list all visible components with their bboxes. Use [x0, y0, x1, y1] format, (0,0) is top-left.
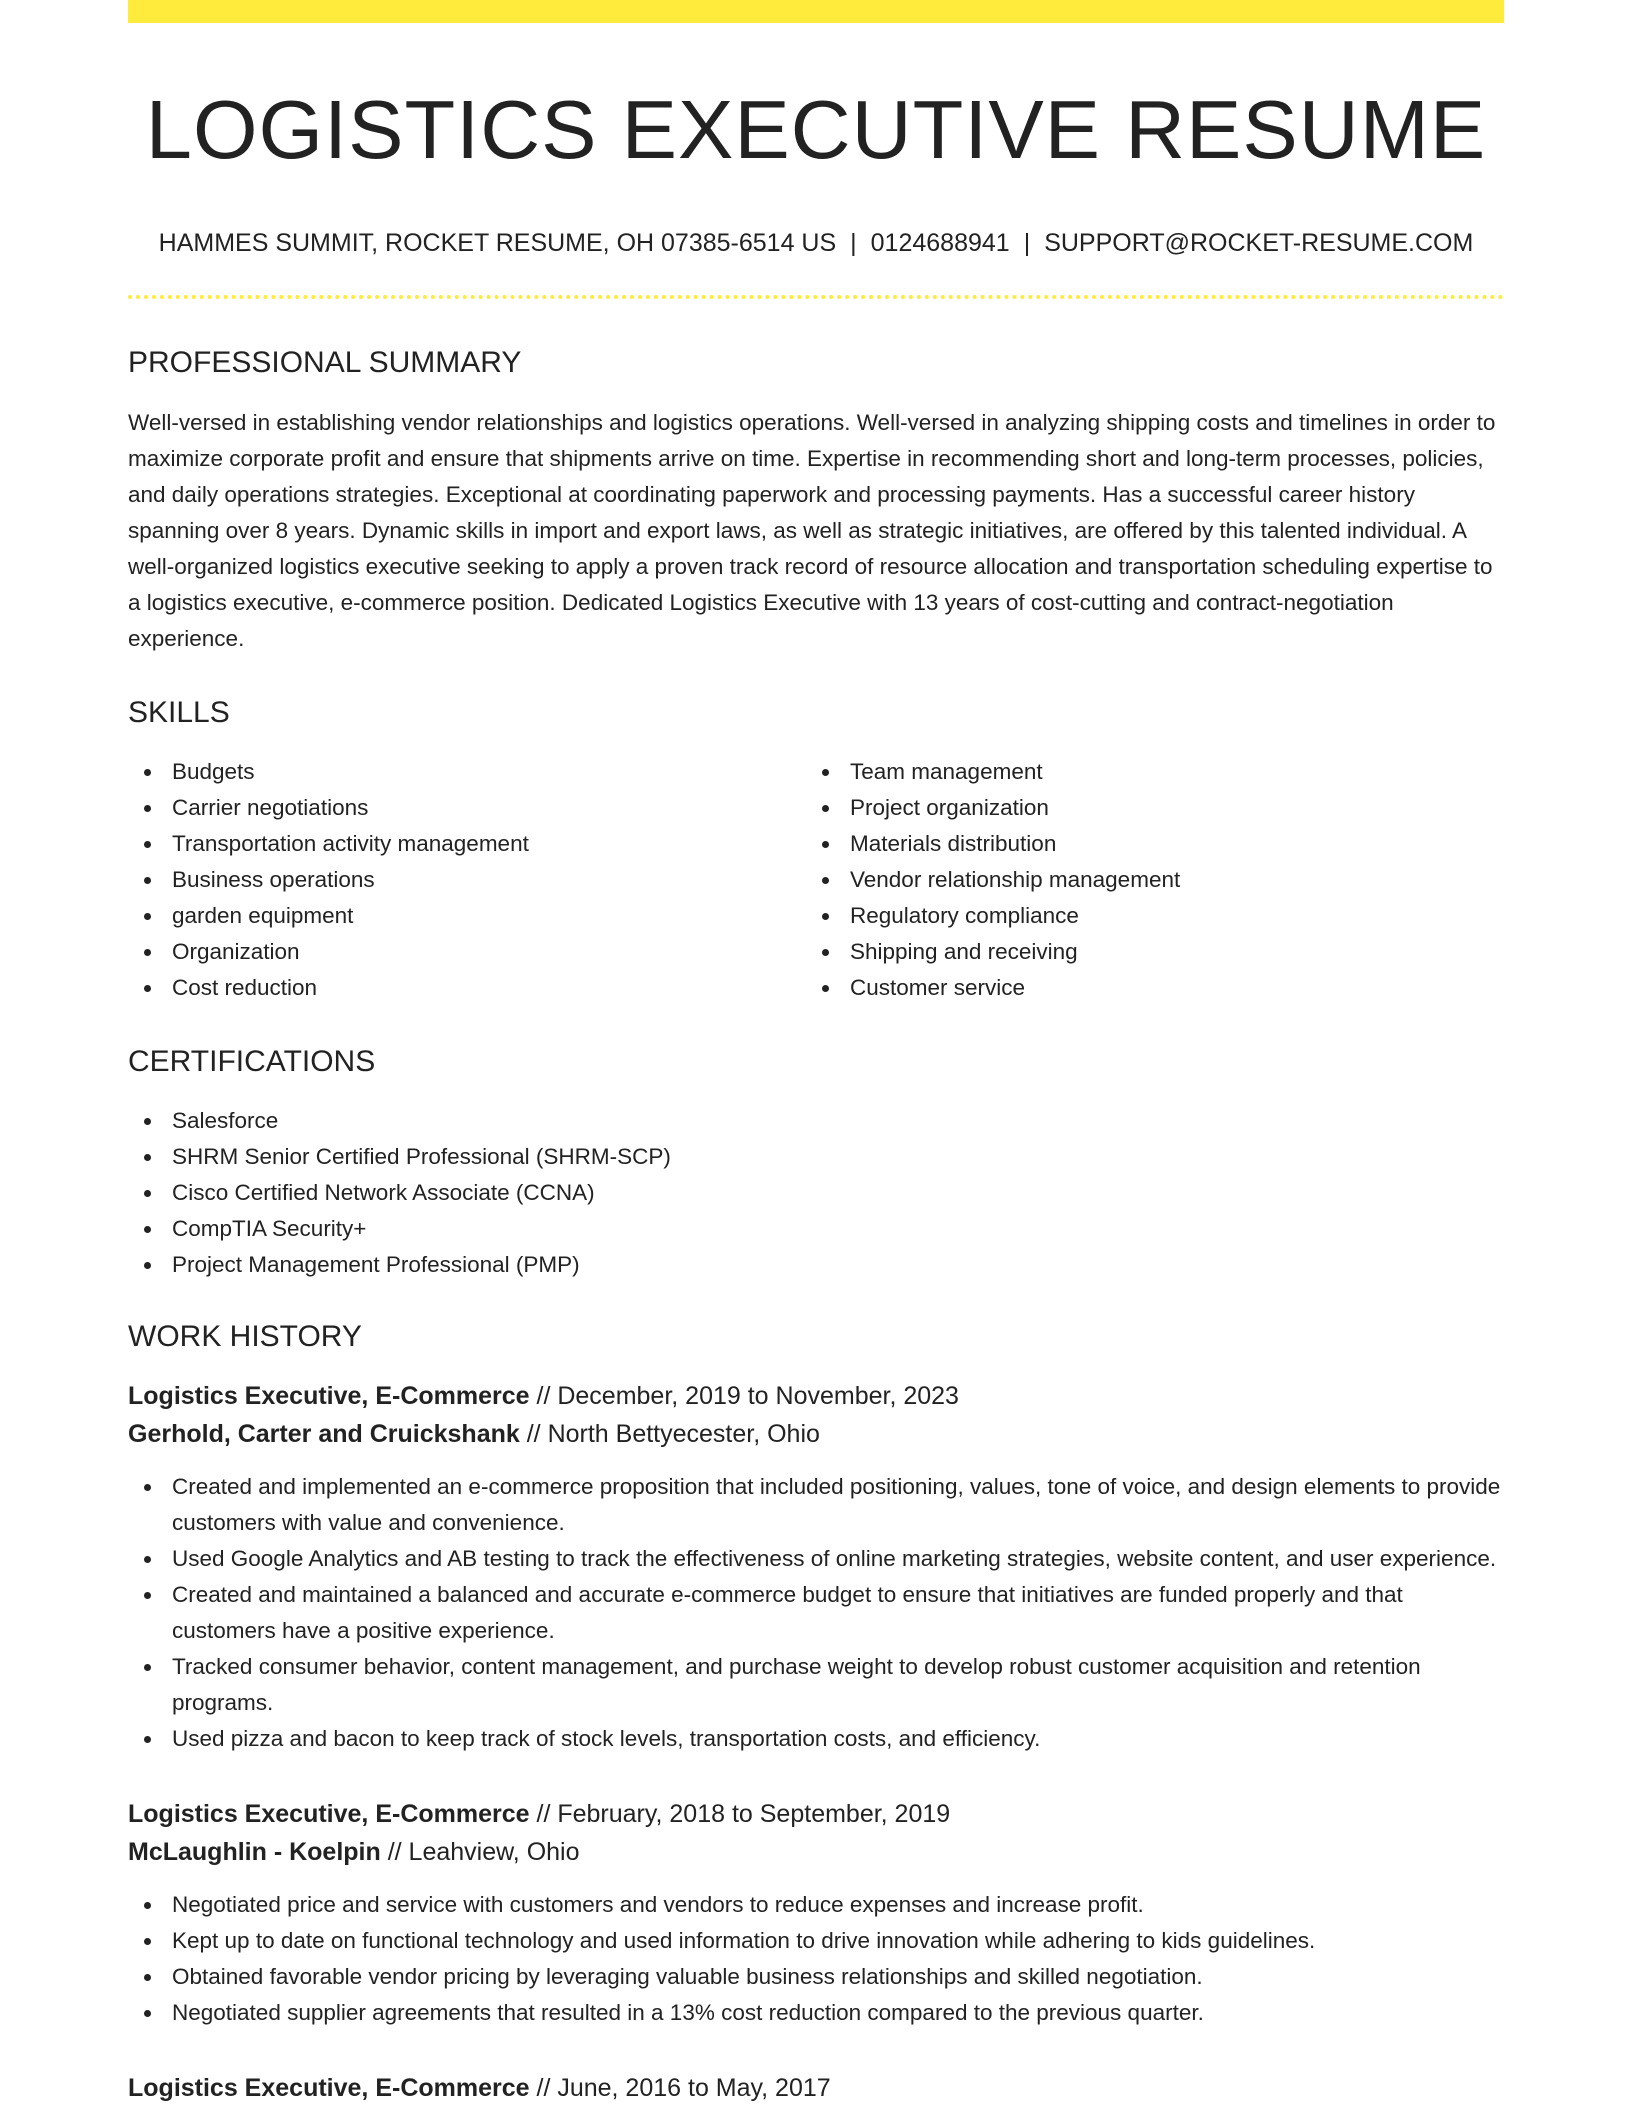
phone: 0124688941 [870, 229, 1010, 257]
skill-item: Transportation activity management [128, 826, 806, 862]
certification-item: SHRM Senior Certified Professional (SHRM-SCP) [128, 1139, 1504, 1175]
job-title-line [128, 1377, 1504, 1415]
summary-text: Well-versed in establishing vendor relationships and logistics operations. Well-versed in analyzing shipping costs and timelines in order to maximize corporate profit and ensure that shipments arrive on time. Expertise in recommending short and long-term processes, policies, and daily operations strategies. Exceptional at coordinating paperwork and processing payments. Has a successful career history spanning over 8 years. Dynamic skills in import and export laws, as well as strategic initiatives, are offered by this talented individual. A well-organized logistics executive seeking to apply a proven track record of resource allocation and transportation scheduling expertise to a logistics executive, e-commerce position. Dedicated Logistics Executive with 13 years of cost-cutting and contract-negotiation experience. [128, 410, 1496, 651]
job-bullet: Tracked consumer behavior, content management, and purchase weight to develop robust customer acquisition and retention programs. [128, 1649, 1504, 1721]
skills-list-left [128, 754, 806, 1006]
skill-item: Vendor relationship management [806, 862, 1484, 898]
job-role: Logistics Executive, E-Commerce [128, 2074, 530, 2102]
job-title-line [128, 1795, 1504, 1833]
accent-bar [128, 0, 1504, 23]
job-bullet: Kept up to date on functional technology and used information to drive innovation while adhering to kids guidelines. [128, 1923, 1504, 1959]
skill-item: Project organization [806, 790, 1484, 826]
certifications-heading: CERTIFICATIONS [128, 1045, 376, 1078]
skills-grid [128, 754, 1504, 1006]
job-entry [128, 1795, 1504, 2031]
job-company: McLaughlin - Koelpin [128, 1838, 381, 1866]
job-entry [128, 2069, 1504, 2107]
job-dates: // December, 2019 to November, 2023 [529, 1382, 959, 1410]
work-history-heading: WORK HISTORY [128, 1320, 362, 1353]
job-bullet: Used Google Analytics and AB testing to track the effectiveness of online marketing strategies, website content, and user experience. [128, 1541, 1504, 1577]
skill-item: Team management [806, 754, 1484, 790]
skill-item: Business operations [128, 862, 806, 898]
job-role: Logistics Executive, E-Commerce [128, 1382, 530, 1410]
certification-item: CompTIA Security+ [128, 1211, 1504, 1247]
job-bullet: Used pizza and bacon to keep track of stock levels, transportation costs, and efficiency. [128, 1721, 1504, 1757]
certification-item: Cisco Certified Network Associate (CCNA) [128, 1175, 1504, 1211]
summary-heading: PROFESSIONAL SUMMARY [128, 346, 522, 379]
job-bullet: Obtained favorable vendor pricing by leveraging valuable business relationships and skilled negotiation. [128, 1959, 1504, 1995]
resume-page [128, 0, 1504, 2112]
skills-section [128, 695, 1504, 1006]
job-company-line [128, 1833, 1504, 1871]
skill-item: garden equipment [128, 898, 806, 934]
certification-item: Project Management Professional (PMP) [128, 1247, 1504, 1283]
skill-item: Shipping and receiving [806, 934, 1484, 970]
email: SUPPORT@ROCKET-RESUME.COM [1044, 229, 1474, 257]
skill-item: Carrier negotiations [128, 790, 806, 826]
separator: | [1023, 229, 1031, 257]
skill-item: Budgets [128, 754, 806, 790]
summary-section [128, 345, 1504, 657]
skill-item: Materials distribution [806, 826, 1484, 862]
job-bullets [128, 1887, 1504, 2031]
dotted-divider [128, 295, 1504, 299]
certifications-section [128, 1044, 1504, 1283]
work-history-section [128, 1319, 1504, 2107]
address: HAMMES SUMMIT, ROCKET RESUME, OH 07385-6514 US [158, 229, 837, 257]
skills-list-right [806, 754, 1484, 1006]
skill-item: Customer service [806, 970, 1484, 1006]
job-location: // Leahview, Ohio [380, 1838, 580, 1866]
job-title-line [128, 2069, 1504, 2107]
job-company-line [128, 1415, 1504, 1453]
skill-item: Organization [128, 934, 806, 970]
resume-title: LOGISTICS EXECUTIVE RESUME [145, 83, 1487, 176]
job-bullets [128, 1469, 1504, 1757]
job-role: Logistics Executive, E-Commerce [128, 1800, 530, 1828]
separator: | [850, 229, 857, 257]
job-bullet: Created and maintained a balanced and accurate e-commerce budget to ensure that initiatives are funded properly and that customers have a positive experience. [128, 1577, 1504, 1649]
job-bullet: Created and implemented an e-commerce proposition that included positioning, values, tone of voice, and design elements to provide customers with value and convenience. [128, 1469, 1504, 1541]
job-entry [128, 1377, 1504, 1757]
skill-item: Regulatory compliance [806, 898, 1484, 934]
certifications-list [128, 1103, 1504, 1283]
certification-item: Salesforce [128, 1103, 1504, 1139]
job-dates: // February, 2018 to September, 2019 [529, 1800, 951, 1828]
job-location: // North Bettyecester, Ohio [519, 1420, 820, 1448]
job-dates: // June, 2016 to May, 2017 [529, 2074, 831, 2102]
job-bullet: Negotiated supplier agreements that resulted in a 13% cost reduction compared to the previous quarter. [128, 1995, 1504, 2031]
contact-line [128, 227, 1504, 259]
skills-heading: SKILLS [128, 696, 230, 729]
skill-item: Cost reduction [128, 970, 806, 1006]
job-bullet: Negotiated price and service with customers and vendors to reduce expenses and increase profit. [128, 1887, 1504, 1923]
job-company: Gerhold, Carter and Cruickshank [128, 1420, 520, 1448]
